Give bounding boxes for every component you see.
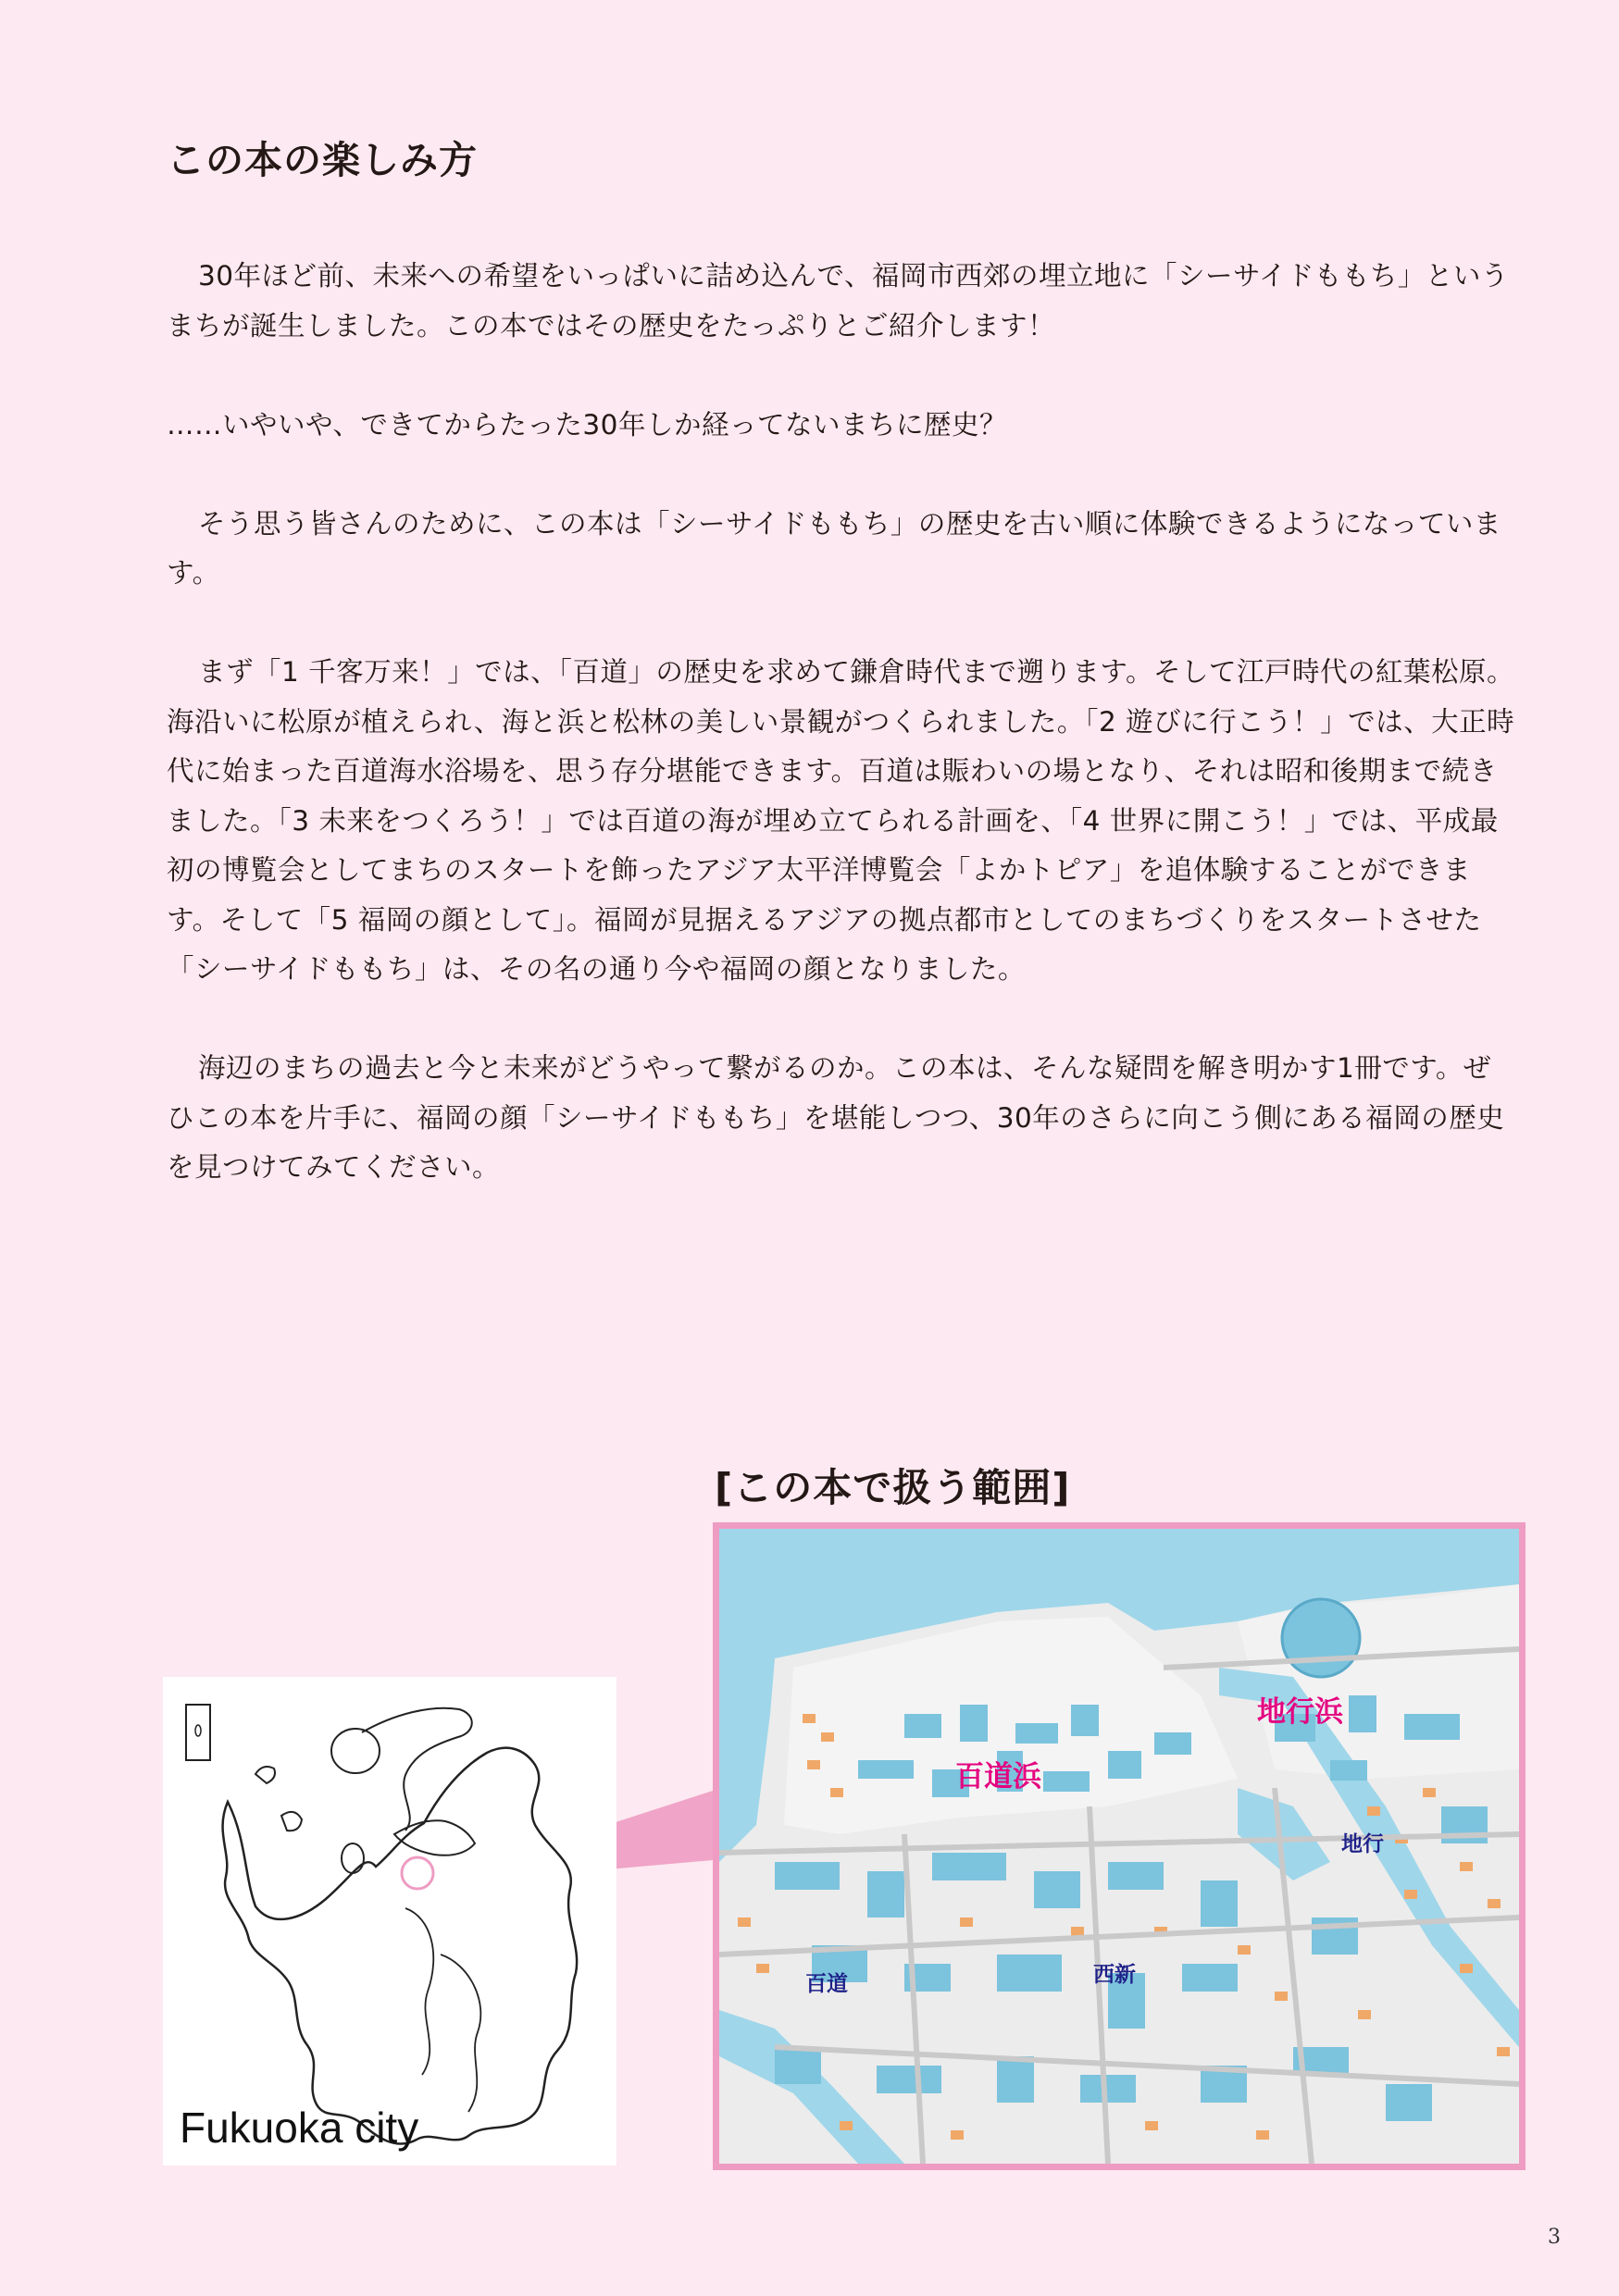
label-momochi: 百道 xyxy=(805,1972,848,1996)
fukuoka-city-map xyxy=(163,1677,616,2166)
paragraph-answer: そう思う皆さんのために、この本は「シーサイドももち」の歴史を古い順に体験できるようになっています。 xyxy=(167,507,1501,589)
city-label: Fukuoka city xyxy=(180,2104,419,2152)
city-outline-drawing xyxy=(163,1677,616,2166)
label-momochihama: 百道浜 xyxy=(955,1760,1041,1793)
page-number: 3 xyxy=(1548,2226,1561,2249)
map-caption: [この本で扱う範囲] xyxy=(715,1465,1071,1510)
area-map-drawing xyxy=(719,1529,1519,2164)
paragraph-question: ……いやいや、できてからたった30年しか経ってないまちに歴史？ xyxy=(167,408,1007,441)
area-map xyxy=(713,1522,1526,2170)
label-nishijin: 西新 xyxy=(1093,1963,1136,1987)
paragraph-chapters: まず「1 千客万来！」では、「百道」の歴史を求めて鎌倉時代まで遡ります。そして江戸時代の紅葉松原。海沿いに松原が植えられ、海と浜と松林の美しい景観がつくられました。「2 遊びに行こう！」では、大正時代に始まった百道海水浴場を、思う存分堪能できます。百道は賑わいの場となり、それは昭和後期まで続きました。「3 未来をつくろう！」では百道の海が埋め立てられる計画を、「4 世界に開こう！」では、平成最初の博覧会としてまちのスタートを飾ったアジア太平洋博覧会「よかトピア」を追体験することができます。そして「5 福岡の顔として」。福岡が見据えるアジアの拠点都市としてのまちづくりをスタートさせた「シーサイドももち」は、その名の通り今や福岡の顔となりました。 xyxy=(167,656,1515,985)
page-title: この本の楽しみ方 xyxy=(167,138,478,182)
label-jigyohama: 地行浜 xyxy=(1257,1695,1343,1729)
paragraph-closing: 海辺のまちの過去と今と未来がどうやって繋がるのか。この本は、そんな疑問を解き明かす1冊です。ぜひこの本を片手に、福岡の顔「シーサイドももち」を堪能しつつ、30年のさらに向こう側にある福岡の歴史を見つけてみてください。 xyxy=(167,1052,1505,1183)
paragraph-intro: 30年ほど前、未来への希望をいっぱいに詰め込んで、福岡市西郊の埋立地に「シーサイドももち」というまちが誕生しました。この本ではその歴史をたっぷりとご紹介します！ xyxy=(167,260,1509,341)
label-jigyo: 地行 xyxy=(1341,1832,1384,1856)
